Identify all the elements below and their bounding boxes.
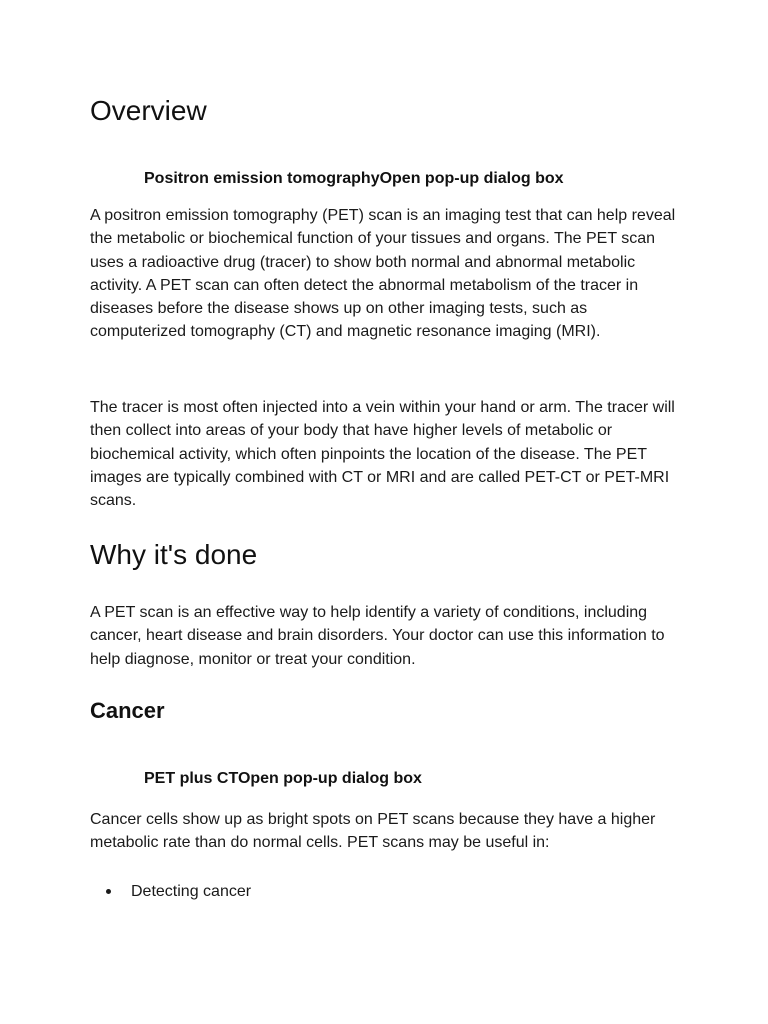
heading-cancer: Cancer	[90, 698, 165, 723]
heading-why-its-done: Why it's done	[90, 539, 258, 570]
figure-label-pet-ct[interactable]: PET plus CTOpen pop-up dialog box	[144, 770, 422, 787]
list-item-text: Detecting cancer	[131, 883, 252, 900]
paragraph-overview-1: A positron emission tomography (PET) scan is an imaging test that can help reveal the metabolic or biochemical function of your tissues and organs. The PET scan uses a radioactive drug (tracer) to show both normal and abnormal metabolic activity. A PET scan can often detect the abnormal metabolism of the tracer in diseases before the disease shows up on other imaging tests, such as computerized tomography (CT) and magnetic resonance imaging (MRI).	[90, 207, 676, 341]
list-item	[90, 880, 251, 903]
paragraph-why: A PET scan is an effective way to help identify a variety of conditions, including cancer, heart disease and brain disorders. Your doctor can use this information to help diagnose, monitor or treat your condition.	[90, 604, 665, 668]
heading-overview: Overview	[90, 95, 207, 126]
figure-label-pet[interactable]: Positron emission tomographyOpen pop-up dialog box	[144, 170, 564, 187]
cancer-uses-list	[90, 880, 251, 903]
paragraph-cancer: Cancer cells show up as bright spots on PET scans because they have a higher metabolic rate than do normal cells. PET scans may be useful in:	[90, 811, 656, 852]
paragraph-overview-2: The tracer is most often injected into a vein within your hand or arm. The tracer will then collect into areas of your body that have higher levels of metabolic or biochemical activity, which often pinpoints the location of the disease. The PET images are typically combined with CT or MRI and are called PET-CT or PET-MRI scans.	[90, 399, 675, 510]
bullet-icon	[106, 889, 111, 894]
